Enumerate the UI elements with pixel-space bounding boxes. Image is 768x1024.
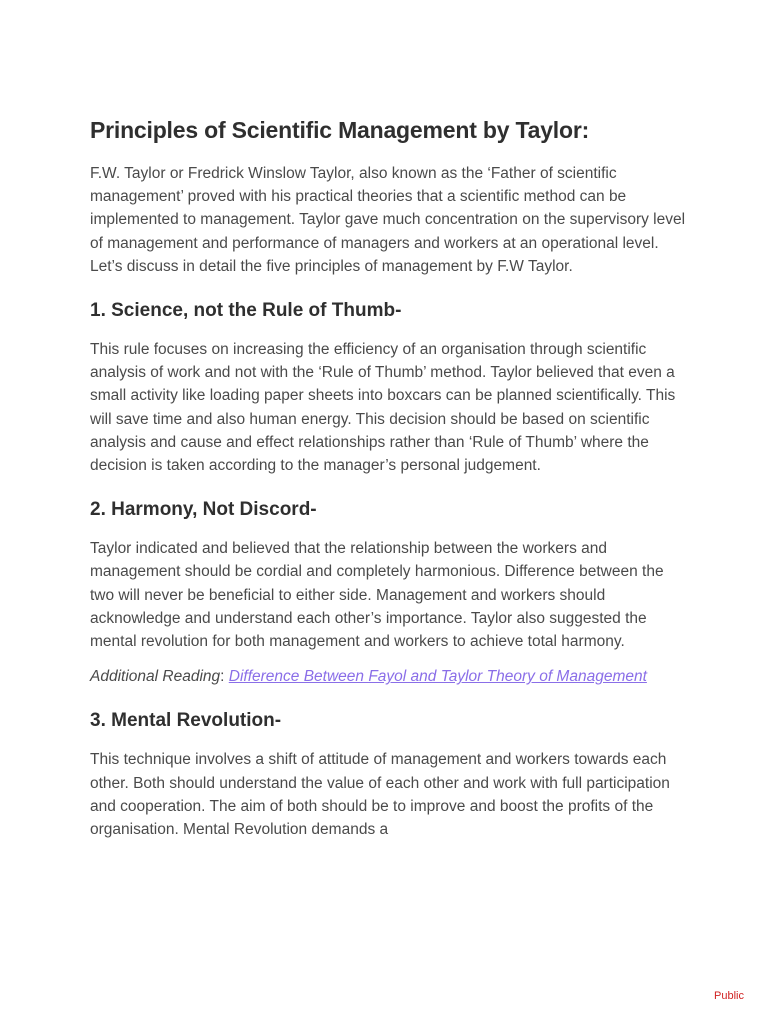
classification-label: Public (714, 990, 744, 1002)
article-title: Principles of Scientific Management by Taylor: (90, 117, 590, 143)
additional-reading-label: Additional Reading (90, 668, 221, 686)
section-body-mental-revolution: This technique involves a shift of attitude of management and workers towards each other. Both should understand the value of each other and work with full participation and cooperation. The aim of both should be to improve and boost the profits of the organisation. Mental Revolution demands a (90, 751, 670, 839)
intro-paragraph: F.W. Taylor or Fredrick Winslow Taylor, also known as the ‘Father of scientific management’ proved with his practical theories that a scientific method can be implemented to management. Taylor gave much concentration on the supervisory level of management and performance of managers and workers at an operational level. Let’s discuss in detail the five principles of management by F.W Taylor. (90, 165, 686, 275)
section-heading-harmony: 2. Harmony, Not Discord- (90, 499, 317, 521)
additional-reading-link[interactable]: Difference Between Fayol and Taylor Theory of Management (228, 668, 647, 686)
section-body-harmony: Taylor indicated and believed that the relationship between the workers and management should be cordial and completely harmonious. Difference between the two will never be beneficial to either side. Management and workers should acknowledge and understand each other’s importance. Taylor also suggested the mental revolution for both management and workers to achieve total harmony. (90, 540, 664, 651)
section-heading-science: 1. Science, not the Rule of Thumb- (90, 300, 402, 322)
section-body-science: This rule focuses on increasing the efficiency of an organisation through scientific analysis of work and not with the ‘Rule of Thumb’ method. Taylor believed that even a small activity like loading paper sheets into boxcars can be planned scientifically. This will save time and also human energy. This decision should be based on scientific analysis and cause and effect relationships rather than ‘Rule of Thumb’ where the decision is taken according to the manager’s personal judgement. (90, 341, 676, 475)
additional-reading (90, 665, 690, 688)
document-page (90, 112, 690, 853)
section-heading-mental-revolution: 3. Mental Revolution- (90, 710, 282, 732)
additional-reading-separator: : (220, 668, 229, 686)
